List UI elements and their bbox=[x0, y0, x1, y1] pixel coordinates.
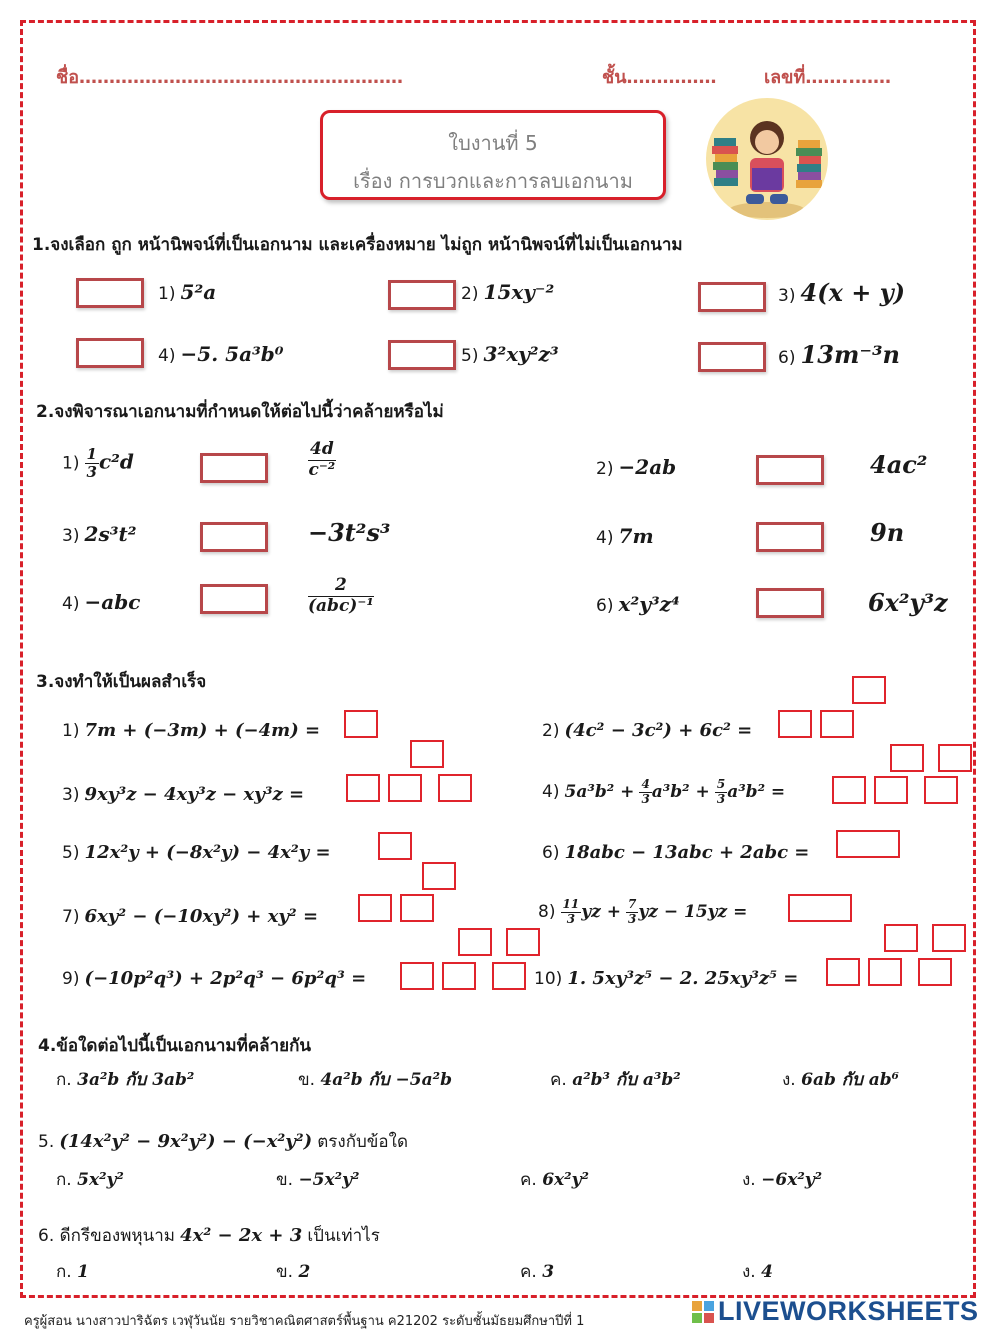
q2-item-5-right-num: 2 bbox=[308, 576, 374, 597]
liveworksheets-logo-icon bbox=[692, 1301, 714, 1323]
q3-item-9-variable-box-2[interactable] bbox=[492, 962, 526, 990]
q1-item-3-expr: 4(x + y) bbox=[800, 278, 906, 307]
q1-item-5-num: 5) bbox=[461, 346, 479, 366]
q1-item-2-expr: 15xy⁻² bbox=[483, 280, 555, 304]
q3-item-5 bbox=[62, 842, 331, 863]
q3-item-3-coefficient-box[interactable] bbox=[346, 774, 380, 802]
q2-item-5-right-den: (abc)⁻¹ bbox=[308, 595, 374, 616]
q6-option-c-text: 3 bbox=[542, 1262, 555, 1282]
teacher-credit: ครูผู้สอน นางสาวปาริฉัตร เวฬุวันนัย รายวิชาคณิตศาสตร์พื้นฐาน ค21202 ระดับชั้นมัธยมศึกษาปีที่ 1 bbox=[24, 1314, 585, 1329]
q3-item-1-answer-box[interactable] bbox=[344, 710, 378, 738]
q6-option-a-label: ก. bbox=[56, 1262, 72, 1282]
q3-item-10-num: 10) bbox=[534, 969, 563, 989]
q1-item-5 bbox=[461, 342, 559, 366]
q3-item-6 bbox=[542, 842, 809, 863]
q2-item-1-left-expr: c²d bbox=[98, 449, 134, 474]
q5-expr: (14x²y² − 9x²y²) − (−x²y²) bbox=[59, 1131, 313, 1152]
q3-item-4-f1-num: 4 bbox=[641, 777, 650, 791]
q5-option-d-text: −6x²y² bbox=[761, 1170, 823, 1190]
q2-item-6-left bbox=[596, 592, 680, 616]
q3-item-8-f2-den: 3 bbox=[628, 911, 637, 926]
q3-item-3-expr: 9xy³z − 4xy³z − xy³z = bbox=[84, 784, 305, 805]
q4-option-d[interactable] bbox=[782, 1066, 899, 1093]
q3-item-4-f2-den: 3 bbox=[716, 791, 726, 806]
q3-item-7-expr: 6xy² − (−10xy²) + xy² = bbox=[84, 906, 319, 927]
q1-answer-box-4[interactable] bbox=[76, 338, 144, 368]
q3-item-4-exponent-box-1[interactable] bbox=[890, 744, 924, 772]
q5-option-b-text: −5x²y² bbox=[298, 1170, 360, 1190]
q6-option-d[interactable] bbox=[742, 1258, 773, 1285]
q3-item-4-exponent-box-2[interactable] bbox=[938, 744, 972, 772]
q2-item-4-left-expr: 7m bbox=[618, 524, 654, 548]
q3-item-1-expr: 7m + (−3m) + (−4m) = bbox=[84, 720, 321, 741]
q4-option-b[interactable] bbox=[298, 1066, 452, 1093]
q4-option-a-text: 3a²b กับ 3ab² bbox=[77, 1070, 195, 1090]
class-label: ชั้น bbox=[602, 67, 627, 88]
q3-item-10-coefficient-box[interactable] bbox=[826, 958, 860, 986]
q2-answer-box-6[interactable] bbox=[756, 588, 824, 618]
q4-option-c[interactable] bbox=[550, 1066, 681, 1093]
q6-option-d-label: ง. bbox=[742, 1262, 756, 1282]
reading-girl-icon bbox=[706, 98, 828, 220]
q4-instruction: 4.ข้อใดต่อไปนี้เป็นเอกนามที่คล้ายกัน bbox=[38, 1036, 311, 1056]
q2-item-2-left bbox=[596, 455, 676, 479]
q3-item-5-num: 5) bbox=[62, 843, 80, 863]
q3-item-10-expr: 1. 5xy³z⁵ − 2. 25xy³z⁵ = bbox=[567, 968, 799, 989]
q3-item-3-variable-box-2[interactable] bbox=[438, 774, 472, 802]
q5-option-d-label: ง. bbox=[742, 1170, 756, 1190]
q1-item-4-expr: −5. 5a³b⁰ bbox=[180, 342, 284, 366]
q2-answer-box-5[interactable] bbox=[200, 584, 268, 614]
worksheet-number: ใบงานที่ 5 bbox=[448, 131, 538, 155]
q3-item-8-f1-den: 3 bbox=[566, 911, 576, 926]
q1-item-3-num: 3) bbox=[778, 286, 796, 306]
q6-expr: 4x² − 2x + 3 bbox=[180, 1225, 303, 1246]
q3-item-9-num: 9) bbox=[62, 969, 80, 989]
q4-option-d-label: ง. bbox=[782, 1070, 796, 1090]
liveworksheets-logo bbox=[692, 1296, 979, 1327]
q3-item-1 bbox=[62, 720, 320, 741]
q4-option-a-label: ก. bbox=[56, 1070, 72, 1090]
q2-answer-box-4[interactable] bbox=[756, 522, 824, 552]
q2-answer-box-2[interactable] bbox=[756, 455, 824, 485]
q3-item-8-f2-num: 7 bbox=[628, 897, 637, 911]
q1-answer-box-1[interactable] bbox=[76, 278, 144, 308]
q2-item-6-left-expr: x²y³z⁴ bbox=[618, 592, 680, 616]
q5-suffix: ตรงกับข้อใด bbox=[317, 1132, 408, 1152]
q5-option-a-text: 5x²y² bbox=[77, 1170, 124, 1190]
q5-option-a-label: ก. bbox=[56, 1170, 72, 1190]
q5-option-c-text: 6x²y² bbox=[542, 1170, 589, 1190]
q5-option-c-label: ค. bbox=[520, 1170, 537, 1190]
q2-item-2-left-expr: −2ab bbox=[618, 455, 677, 479]
q2-answer-box-1[interactable] bbox=[200, 453, 268, 483]
q4-option-d-text: 6ab กับ ab⁶ bbox=[801, 1070, 900, 1090]
q4-option-b-text: 4a²b กับ −5a²b bbox=[320, 1070, 452, 1090]
q3-item-10-exponent-box-2[interactable] bbox=[932, 924, 966, 952]
name-label: ชื่อ bbox=[56, 67, 80, 88]
q3-item-6-num: 6) bbox=[542, 843, 560, 863]
q2-instruction: 2.จงพิจารณาเอกนามที่กำหนดให้ต่อไปนี้ว่าคล้ายหรือไม่ bbox=[36, 402, 444, 422]
q5-option-a[interactable] bbox=[56, 1166, 124, 1193]
q5-option-c[interactable] bbox=[520, 1166, 589, 1193]
q6-prefix: 6. ดีกรีของพหุนาม bbox=[38, 1226, 176, 1246]
q5-option-b[interactable] bbox=[276, 1166, 359, 1193]
liveworksheets-brand: LIVEWORKSHEETS bbox=[718, 1296, 979, 1326]
q1-answer-box-5[interactable] bbox=[388, 340, 456, 370]
q3-item-7-variable-box[interactable] bbox=[400, 894, 434, 922]
q2-item-2-num: 2) bbox=[596, 459, 614, 479]
q3-item-4-variable-box-2[interactable] bbox=[924, 776, 958, 804]
q3-item-4 bbox=[542, 778, 785, 807]
q6-option-c-label: ค. bbox=[520, 1262, 537, 1282]
q2-item-4-left bbox=[596, 524, 654, 548]
q6-instruction bbox=[38, 1222, 380, 1249]
name-dots: ……………………………………………… bbox=[79, 67, 404, 88]
q1-item-2-num: 2) bbox=[461, 284, 479, 304]
q6-option-b[interactable] bbox=[276, 1258, 310, 1285]
q3-item-4-f1-den: 3 bbox=[641, 791, 650, 806]
q1-item-6 bbox=[778, 340, 900, 369]
q3-item-6-expr: 18abc − 13abc + 2abc = bbox=[564, 842, 810, 863]
q1-item-6-num: 6) bbox=[778, 348, 796, 368]
q2-item-1-right bbox=[308, 440, 336, 480]
q3-item-6-answer-box[interactable] bbox=[836, 830, 900, 858]
q3-item-9-exponent-box-1[interactable] bbox=[458, 928, 492, 956]
q2-answer-box-3[interactable] bbox=[200, 522, 268, 552]
q6-option-b-label: ข. bbox=[276, 1262, 294, 1282]
q1-answer-box-3[interactable] bbox=[698, 282, 766, 312]
q3-item-2 bbox=[542, 720, 752, 741]
dashed-border bbox=[20, 20, 976, 1298]
q2-item-1-right-num: 4d bbox=[310, 439, 334, 459]
q3-item-7 bbox=[62, 906, 318, 927]
q2-item-3-left-expr: 2s³t² bbox=[84, 522, 137, 546]
q3-item-3-variable-box-1[interactable] bbox=[388, 774, 422, 802]
q2-item-3-num: 3) bbox=[62, 526, 80, 546]
q2-item-4-num: 4) bbox=[596, 528, 614, 548]
q3-item-2-coefficient-box[interactable] bbox=[778, 710, 812, 738]
q5-option-d[interactable] bbox=[742, 1166, 822, 1193]
q3-item-5-expr: 12x²y + (−8x²y) − 4x²y = bbox=[84, 842, 331, 863]
q3-item-7-coefficient-box[interactable] bbox=[358, 894, 392, 922]
q3-item-9-exponent-box-2[interactable] bbox=[506, 928, 540, 956]
q3-item-1-num: 1) bbox=[62, 721, 80, 741]
student-reading-illustration bbox=[706, 98, 828, 220]
q3-item-10-exponent-box-1[interactable] bbox=[884, 924, 918, 952]
q3-item-10-variable-box-2[interactable] bbox=[918, 958, 952, 986]
q2-item-5-left bbox=[62, 590, 140, 614]
q3-item-3-num: 3) bbox=[62, 785, 80, 805]
q3-item-8-expr-b: yz − 15yz = bbox=[638, 901, 748, 922]
q3-item-5-answer-box[interactable] bbox=[378, 832, 412, 860]
q3-item-8-f1-num: 11 bbox=[562, 897, 580, 911]
q2-item-3-right: −3t²s³ bbox=[308, 518, 391, 547]
name-field bbox=[56, 62, 403, 91]
q3-item-7-num: 7) bbox=[62, 907, 80, 927]
q3-item-9 bbox=[62, 968, 366, 989]
q3-item-3-exponent-box[interactable] bbox=[410, 740, 444, 768]
q3-item-8-expr-a: yz + bbox=[581, 901, 621, 922]
q2-item-3-left bbox=[62, 522, 136, 546]
q3-item-2-variable-box[interactable] bbox=[820, 710, 854, 738]
q1-item-4-num: 4) bbox=[158, 346, 176, 366]
q6-option-d-text: 4 bbox=[761, 1262, 773, 1282]
q3-item-7-exponent-box[interactable] bbox=[422, 862, 456, 890]
q3-item-4-expr-a: 5a³b² + bbox=[564, 781, 635, 802]
q4-option-a[interactable] bbox=[56, 1066, 194, 1093]
q2-item-5-left-expr: −abc bbox=[84, 590, 141, 614]
q6-option-c[interactable] bbox=[520, 1258, 554, 1285]
q3-item-2-exponent-box[interactable] bbox=[852, 676, 886, 704]
q3-item-9-coefficient-box[interactable] bbox=[400, 962, 434, 990]
q2-item-1-coef-num: 1 bbox=[86, 445, 97, 463]
q2-item-6-num: 6) bbox=[596, 596, 614, 616]
q1-item-1-expr: 5²a bbox=[180, 280, 217, 304]
number-label: เลขที่ bbox=[764, 67, 806, 88]
q3-instruction: 3.จงทำให้เป็นผลสำเร็จ bbox=[36, 672, 207, 692]
q4-option-c-label: ค. bbox=[550, 1070, 567, 1090]
q2-item-5-num: 4) bbox=[62, 594, 80, 614]
q3-item-10 bbox=[534, 968, 798, 989]
q1-item-3 bbox=[778, 278, 905, 307]
q3-item-4-num: 4) bbox=[542, 781, 560, 802]
q1-item-2 bbox=[461, 280, 554, 304]
q1-instruction: 1.จงเลือก ถูก หน้านิพจน์ที่เป็นเอกนาม และเครื่องหมาย ไม่ถูก หน้านิพจน์ที่ไม่เป็นเอกนาม bbox=[32, 235, 683, 255]
worksheet-title-box bbox=[320, 110, 666, 200]
q3-item-8 bbox=[538, 898, 747, 927]
q3-item-4-expr-b: a³b² + bbox=[651, 781, 710, 802]
q3-item-2-expr: (4c² − 3c²) + 6c² = bbox=[564, 720, 753, 741]
q3-item-4-coefficient-box[interactable] bbox=[832, 776, 866, 804]
q1-answer-box-6[interactable] bbox=[698, 342, 766, 372]
class-dots: …………… bbox=[626, 67, 717, 88]
q1-item-5-expr: 3²xy²z³ bbox=[483, 342, 559, 366]
q1-answer-box-2[interactable] bbox=[388, 280, 456, 310]
q6-option-a[interactable] bbox=[56, 1258, 89, 1285]
q5-instruction bbox=[38, 1128, 408, 1155]
q2-item-4-right: 9n bbox=[870, 518, 905, 547]
q4-option-c-text: a²b³ กับ a³b² bbox=[572, 1070, 681, 1090]
q6-option-b-text: 2 bbox=[298, 1262, 311, 1282]
q2-item-1-left bbox=[62, 446, 134, 482]
q6-suffix: เป็นเท่าไร bbox=[307, 1226, 380, 1246]
q4-option-b-label: ข. bbox=[298, 1070, 316, 1090]
q2-item-1-coef-den: 3 bbox=[86, 463, 97, 482]
q3-item-3 bbox=[62, 784, 304, 805]
q1-item-4 bbox=[158, 342, 284, 366]
worksheet-topic: เรื่อง การบวกและการลบเอกนาม bbox=[353, 169, 633, 193]
q3-item-8-answer-box[interactable] bbox=[788, 894, 852, 922]
class-field bbox=[602, 62, 717, 91]
q1-item-1 bbox=[158, 280, 216, 304]
q3-item-4-f2-num: 5 bbox=[716, 777, 726, 791]
q2-item-6-right: 6x²y³z bbox=[868, 588, 948, 617]
q3-item-2-num: 2) bbox=[542, 721, 560, 741]
number-field bbox=[764, 62, 891, 91]
q3-item-10-variable-box-1[interactable] bbox=[868, 958, 902, 986]
q1-item-6-expr: 13m⁻³n bbox=[800, 340, 900, 369]
q2-item-2-right: 4ac² bbox=[870, 450, 928, 479]
q2-item-5-right bbox=[308, 576, 374, 616]
q5-option-b-label: ข. bbox=[276, 1170, 294, 1190]
q2-item-1-coef bbox=[85, 446, 99, 482]
q2-item-1-num: 1) bbox=[62, 453, 80, 474]
q2-item-1-right-den: c⁻² bbox=[308, 459, 336, 480]
number-dots: ……..…… bbox=[805, 67, 892, 88]
q3-item-4-variable-box-1[interactable] bbox=[874, 776, 908, 804]
q3-item-8-num: 8) bbox=[538, 901, 556, 922]
q3-item-9-variable-box-1[interactable] bbox=[442, 962, 476, 990]
q5-number: 5. bbox=[38, 1132, 55, 1152]
q1-item-1-num: 1) bbox=[158, 284, 176, 304]
q3-item-9-expr: (−10p²q³) + 2p²q³ − 6p²q³ = bbox=[84, 968, 367, 989]
q3-item-4-expr-c: a³b² = bbox=[727, 781, 786, 802]
q6-option-a-text: 1 bbox=[77, 1262, 89, 1282]
